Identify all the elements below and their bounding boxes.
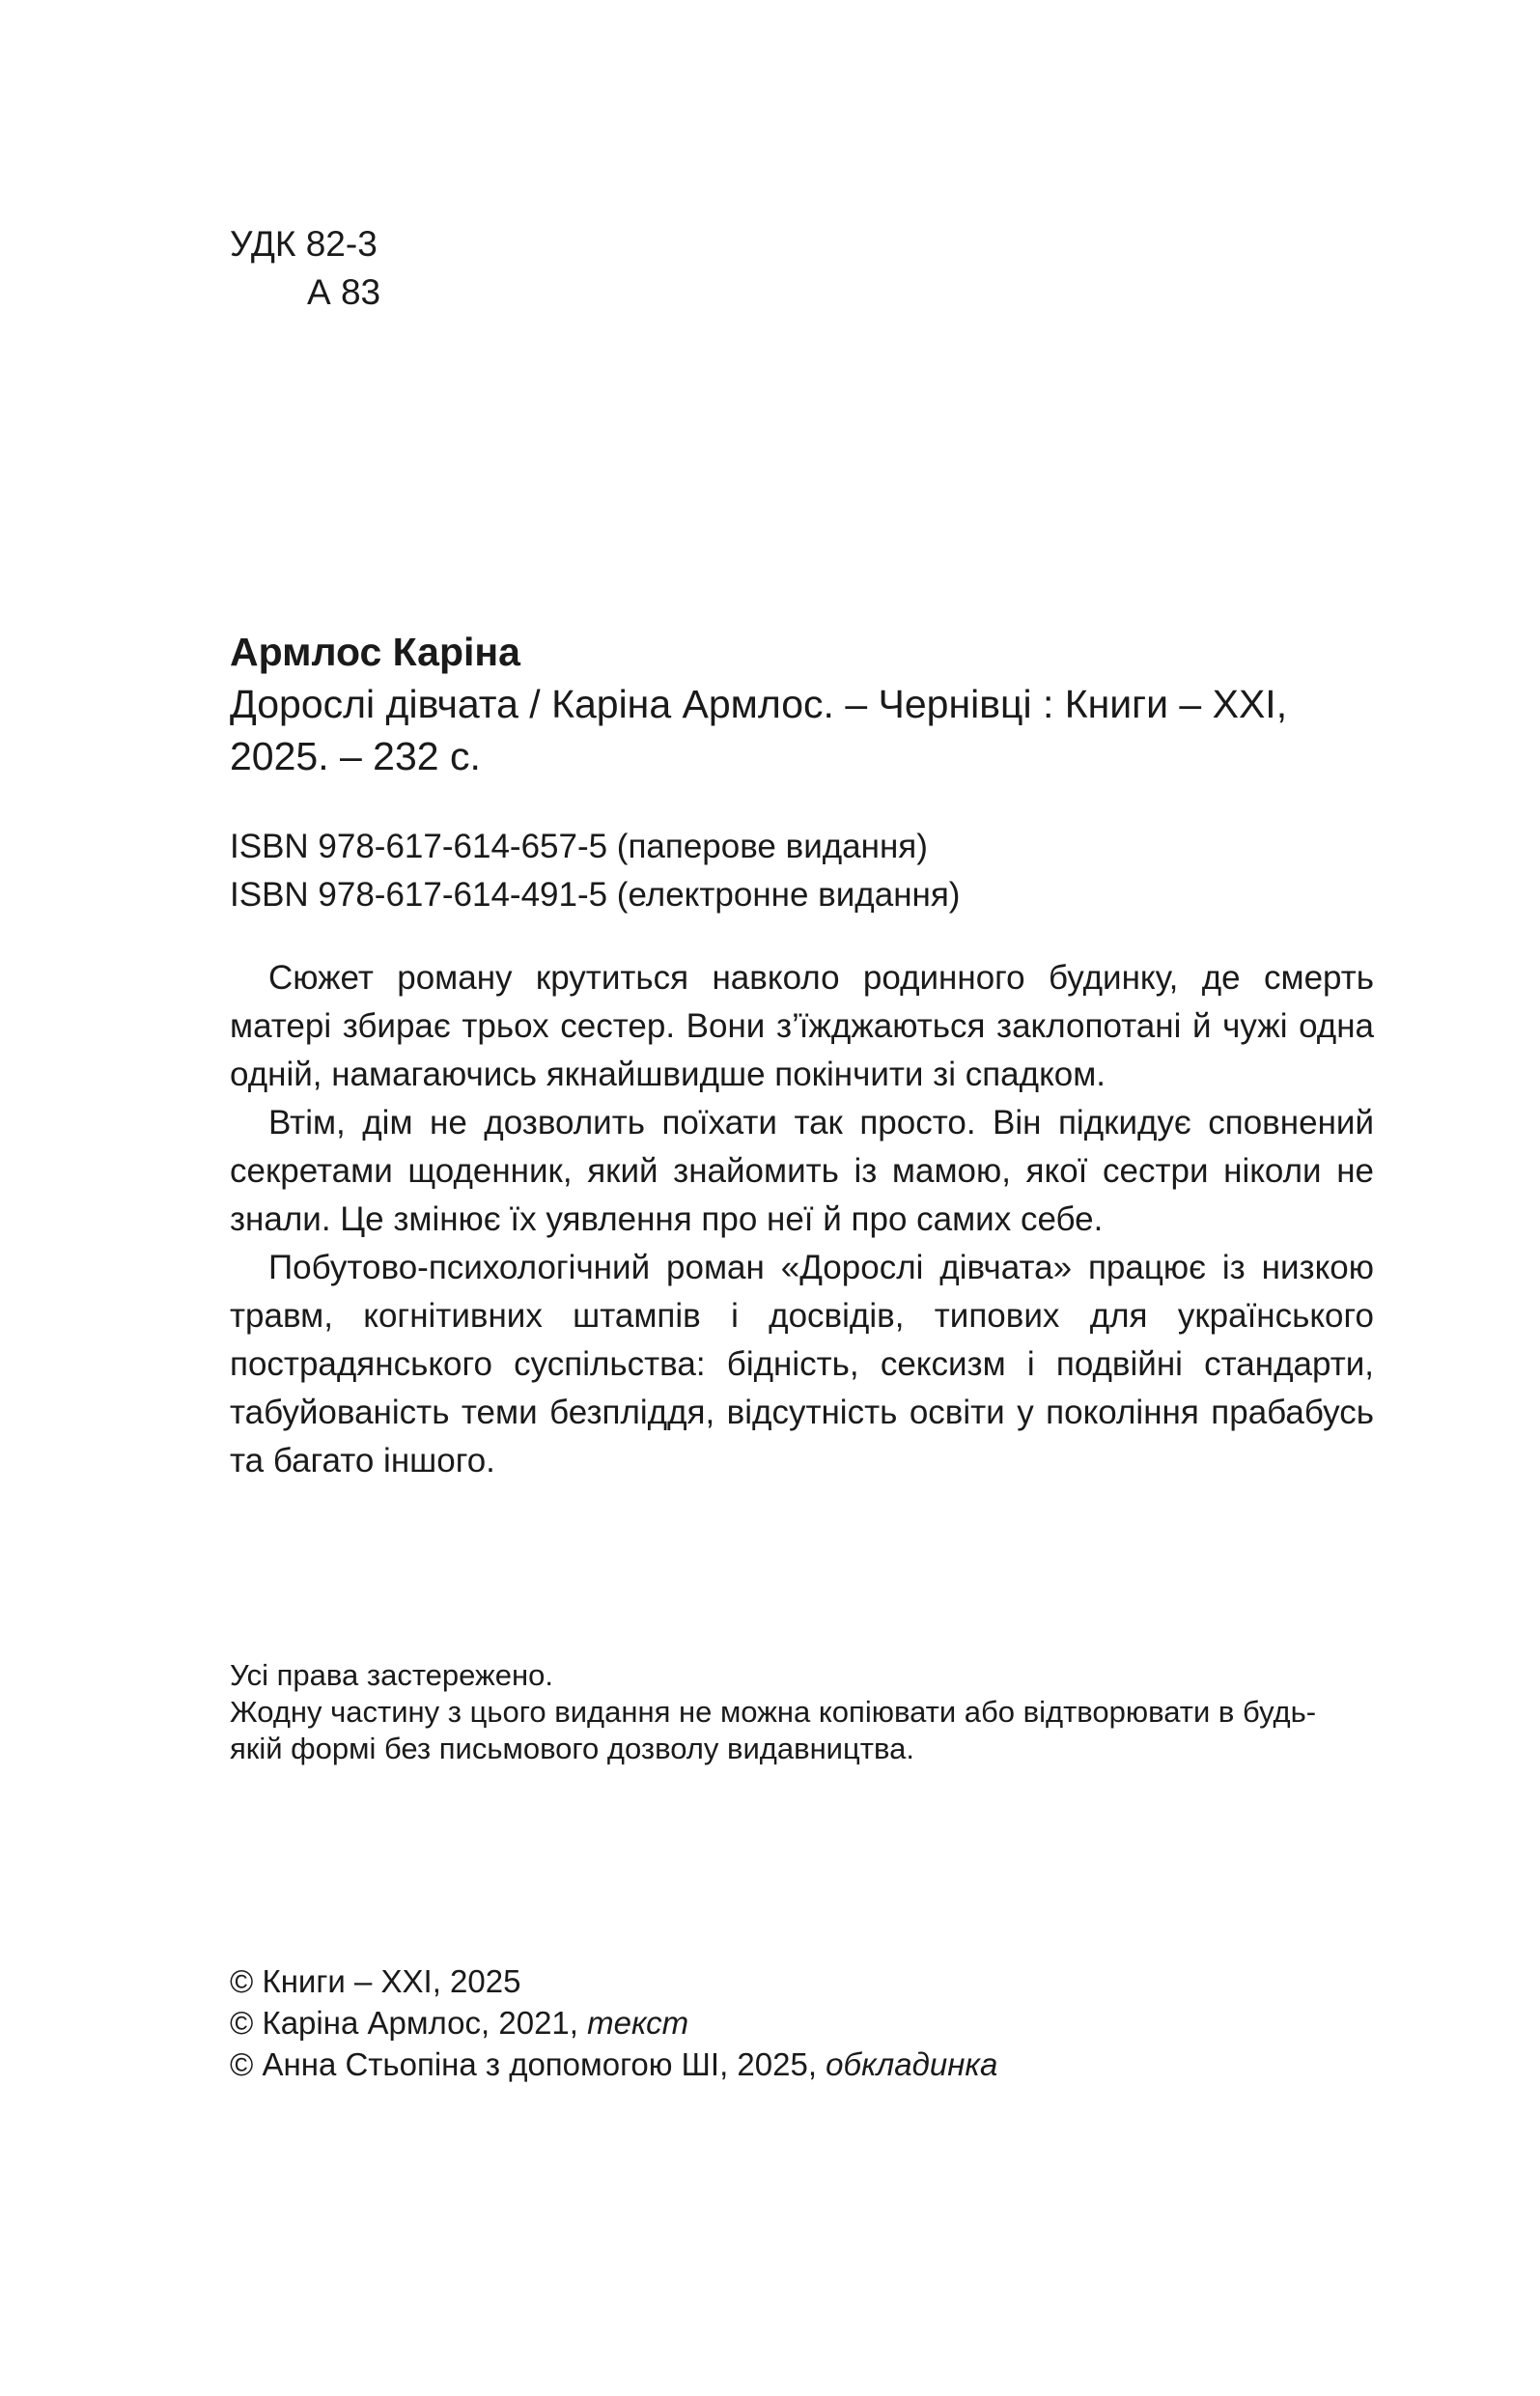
- copyright-cover-role: обкладинка: [826, 2046, 998, 2082]
- copyright-cover: [230, 2044, 1374, 2085]
- rights-line: Усі права застережено.: [230, 1658, 553, 1692]
- isbn-list: [230, 823, 1374, 919]
- copyright-text: [230, 2002, 1374, 2044]
- copyright-text-holder: © Каріна Армлос, 2021,: [230, 2005, 588, 2041]
- record-title-line-2: 2025. – 232 с.: [230, 734, 481, 778]
- copyright-publisher: © Книги – ХХІ, 2025: [230, 1963, 521, 1999]
- annotation-paragraph: Побутово-психологічний роман «Дорослі дівчата» працює із низкою травм, когнітивних штампів і досвідів, типових для українського пострадянського суспільства: бідність, сексизм і подвійні стандарти, табуйованість теми безпліддя, відсутність освіти у покоління прабабусь та багато іншого.: [230, 1249, 1374, 1480]
- author-mark: А 83: [307, 272, 381, 312]
- copyright-notices: [230, 1960, 1374, 2085]
- annotation-paragraph: Втім, дім не дозволить поїхати так просто. Він підкидує сповнений секретами щоденник, який знайомить із мамою, якої сестри ніколи не знали. Це змінює їх уявлення про неї й про самих себе.: [230, 1104, 1374, 1238]
- author-name: Армлос Каріна: [230, 630, 520, 674]
- bibliographic-record: [230, 626, 1374, 782]
- classification-codes: [230, 220, 1374, 317]
- copyright-text-role: текст: [587, 2005, 689, 2041]
- copyright-cover-holder: © Анна Стьопіна з допомогою ШІ, 2025,: [230, 2046, 826, 2082]
- rights-notice: [230, 1657, 1374, 1767]
- record-title-line-1: Дорослі дівчата / Каріна Армлос. – Чернівці : Книги – ХХІ,: [230, 682, 1288, 726]
- isbn-print: ISBN 978-617-614-657-5 (паперове видання): [230, 828, 928, 865]
- isbn-electronic: ISBN 978-617-614-491-5 (електронне видання): [230, 876, 961, 914]
- annotation-paragraph: Сюжет роману крутиться навколо родинного будинку, де смерть матері збирає трьох сестер. Вони з’їжджаються заклопотані й чужі одна одній, намагаючись якнайшвидше покінчити зі спадком.: [230, 959, 1374, 1093]
- udk-code: УДК 82-3: [230, 224, 378, 264]
- rights-line: якій формі без письмового дозволу видавництва.: [230, 1732, 914, 1765]
- annotation: [230, 954, 1374, 1485]
- rights-line: Жодну частину з цього видання не можна копіювати або відтворювати в будь-: [230, 1695, 1317, 1729]
